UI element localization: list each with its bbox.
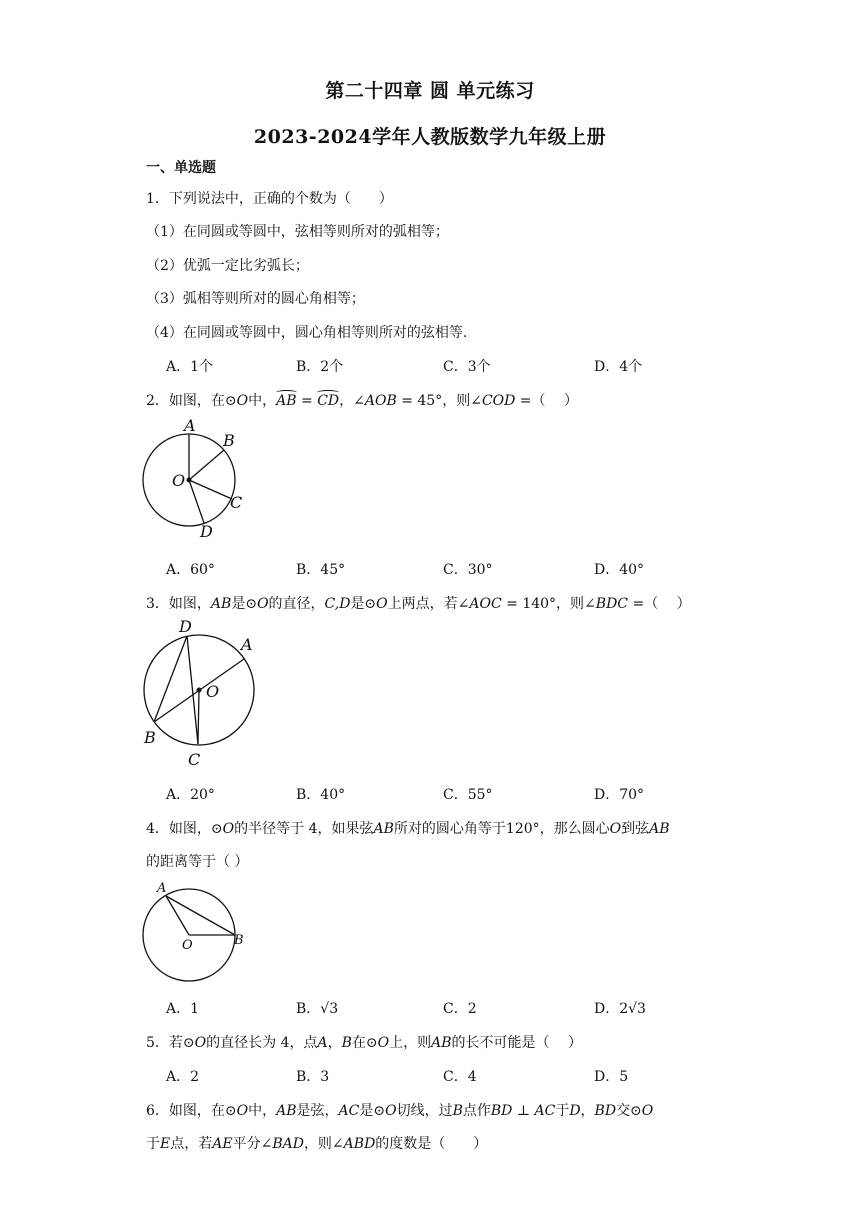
q5-choices	[146, 1066, 706, 1086]
q4-choice-a[interactable]: A．1	[166, 1001, 200, 1017]
q4-label-b: B	[234, 933, 244, 948]
q3-label-a: A	[241, 635, 253, 654]
q2-choice-c[interactable]: C．30°	[443, 562, 493, 578]
q1-item-1: （1）在同圆或等圆中，弦相等则所对的弧相等；	[146, 224, 449, 240]
q1-choice-c[interactable]: C．3个	[443, 359, 491, 375]
q4-stem-line-2: 的距离等于（ ）	[146, 854, 249, 870]
q4-circle-figure	[140, 878, 250, 988]
q2-label-o: O	[172, 471, 186, 490]
q2-label-a: A	[184, 416, 196, 435]
q1-item-2: （2）优弧一定比劣弧长；	[146, 258, 309, 274]
q4-choice-d[interactable]: D．2√3	[594, 1001, 646, 1017]
q1-choice-d[interactable]: D．4个	[594, 359, 643, 375]
q3-stem: 3．如图，AB是⊙O的直径，C,D是⊙O上两点，若∠AOC = 140°，则∠BDC =（ ）	[146, 596, 691, 612]
q3-circle-figure	[140, 618, 265, 770]
q4-label-a: A	[157, 881, 167, 896]
section-heading: 一、单选题	[146, 160, 216, 176]
q4-stem-line-1: 4．如图，⊙O的半径等于 4，如果弦AB所对的圆心角等于120°，那么圆心O到弦AB	[146, 821, 670, 837]
q3-label-c: C	[188, 750, 201, 769]
q5-choice-a[interactable]: A．2	[166, 1069, 200, 1085]
q3-label-o: O	[206, 682, 220, 701]
q2-label-d: D	[200, 522, 213, 541]
q2-stem: 2．如图，在⊙O中，AB = CD，∠AOB = 45°，则∠COD =（ ）	[146, 393, 578, 409]
q2-circle-figure	[140, 415, 250, 545]
q5-choice-c[interactable]: C．4	[443, 1069, 477, 1085]
q2-label-c: C	[230, 493, 243, 512]
q2-choice-b[interactable]: B．45°	[296, 562, 346, 578]
q4-choice-c[interactable]: C．2	[443, 1001, 477, 1017]
q3-choice-d[interactable]: D．70°	[594, 787, 645, 803]
q4-choices	[146, 998, 706, 1018]
q3-label-d: D	[179, 618, 192, 636]
title-line-1: 第二十四章 圆 单元练习	[325, 80, 535, 102]
q4-label-o: O	[182, 938, 193, 953]
q1-item-4: （4）在同圆或等圆中，圆心角相等则所对的弦相等.	[146, 325, 468, 341]
q3-label-b: B	[144, 728, 156, 747]
q3-choice-c[interactable]: C．55°	[443, 787, 493, 803]
q3-choice-a[interactable]: A．20°	[166, 787, 215, 803]
q2-choice-d[interactable]: D．40°	[594, 562, 645, 578]
q1-choices	[146, 356, 706, 376]
q2-label-b: B	[223, 431, 235, 450]
q2-choice-a[interactable]: A．60°	[166, 562, 215, 578]
q6-stem-line-1: 6．如图，在⊙O中，AB是弦，AC是⊙O切线，过B点作BD ⊥ AC于D，BD交⊙O	[146, 1103, 654, 1119]
q6-stem-line-2: 于E点，若AE平分∠BAD，则∠ABD的度数是（ ）	[146, 1136, 488, 1152]
q1-item-3: （3）弧相等则所对的圆心角相等；	[146, 291, 365, 307]
q5-choice-d[interactable]: D．5	[594, 1069, 629, 1085]
title-line-2: 2023-2024学年人教版数学九年级上册	[253, 126, 607, 148]
q1-choice-b[interactable]: B．2个	[296, 359, 344, 375]
q1-stem: 1．下列说法中，正确的个数为（ ）	[146, 191, 393, 207]
q5-choice-b[interactable]: B．3	[296, 1069, 330, 1085]
q5-stem: 5．若⊙O的直径长为 4，点A，B在⊙O上，则AB的长不可能是（ ）	[146, 1035, 582, 1051]
q4-choice-b[interactable]: B．√3	[296, 1001, 339, 1017]
q3-choices	[146, 784, 706, 804]
q2-choices	[146, 559, 706, 579]
q1-choice-a[interactable]: A．1个	[166, 359, 214, 375]
q3-choice-b[interactable]: B．40°	[296, 787, 346, 803]
